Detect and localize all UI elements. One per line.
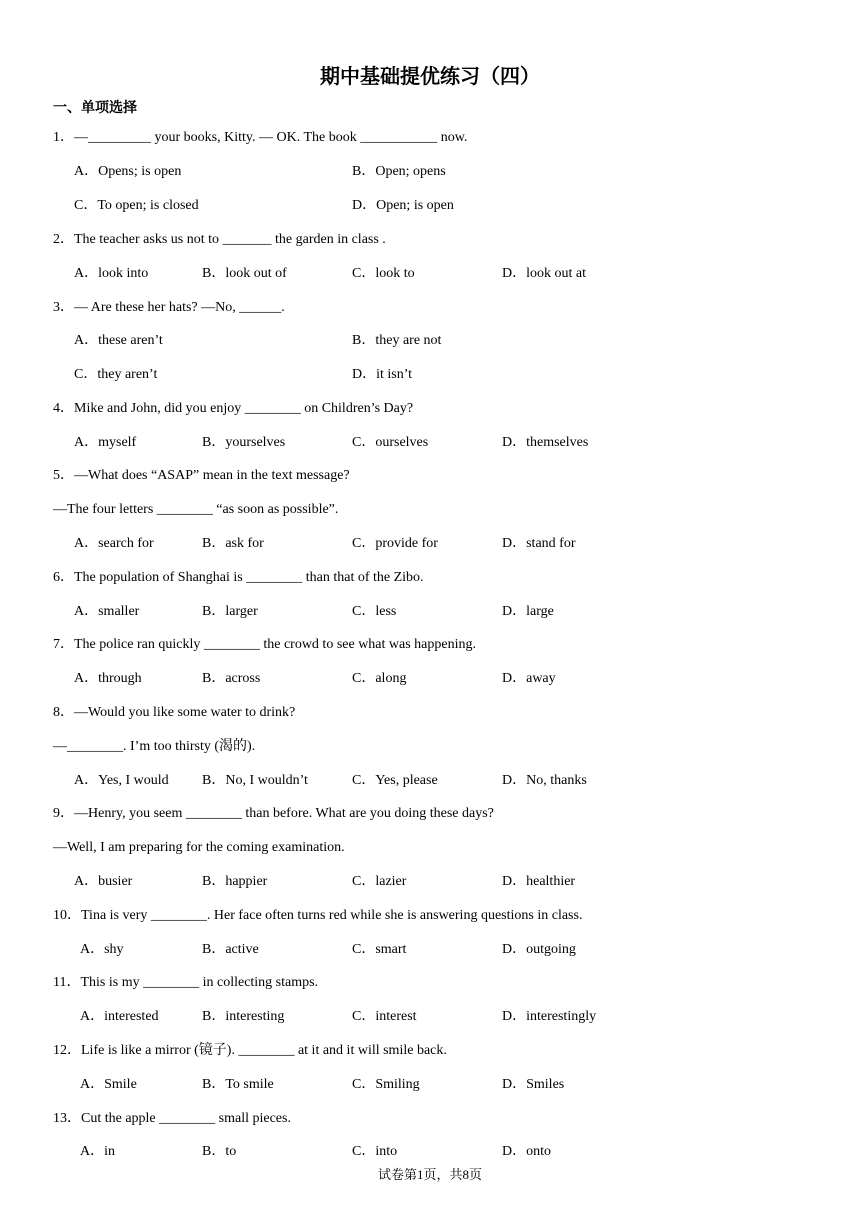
page-footer: 试卷第1页，共8页 [377, 1167, 482, 1182]
question-8-stem: 8．—Would you like some water to drink? [53, 705, 296, 720]
question-12-stem: 12．Life is like a mirror (镜子). ________ at it and it will smile back. [53, 1043, 447, 1058]
q7-option-b: B．across [202, 671, 261, 686]
question-11-stem: 11．This is my ________ in collecting stamps. [53, 975, 319, 990]
q6-option-d: D．large [502, 604, 554, 619]
page-title: 期中基础提优练习（四） [320, 64, 540, 88]
section-heading: 一、单项选择 [53, 100, 137, 116]
q4-option-c: C．ourselves [352, 435, 429, 450]
q9-option-c: C．lazier [352, 874, 407, 889]
q7-option-a: A．through [74, 671, 142, 686]
q12-option-c: C．Smiling [352, 1077, 420, 1092]
question-9-line-2: —Well, I am preparing for the coming examination. [53, 840, 345, 855]
q1-option-a: A．Opens; is open [74, 164, 182, 179]
q4-option-a: A．myself [74, 435, 137, 450]
q12-option-d: D．Smiles [502, 1077, 565, 1092]
q10-option-d: D．outgoing [502, 942, 576, 957]
q3-option-b: B．they are not [352, 333, 442, 348]
q11-option-b: B．interesting [202, 1009, 285, 1024]
question-6-stem: 6．The population of Shanghai is ________ than that of the Zibo. [53, 570, 424, 585]
q8-option-c: C．Yes, please [352, 773, 438, 788]
q4-option-d: D．themselves [502, 435, 589, 450]
question-13-stem: 13．Cut the apple ________ small pieces. [53, 1111, 291, 1126]
question-9-stem: 9．—Henry, you seem ________ than before. What are you doing these days? [53, 806, 494, 821]
q11-option-c: C．interest [352, 1009, 417, 1024]
q13-option-a: A．in [80, 1144, 115, 1159]
q8-option-b: B．No, I wouldn’t [202, 773, 308, 788]
q12-option-a: A．Smile [80, 1077, 137, 1092]
q7-option-d: D．away [502, 671, 556, 686]
question-3-stem: 3．— Are these her hats? —No, ______. [53, 300, 285, 315]
q11-option-d: D．interestingly [502, 1009, 597, 1024]
question-2-stem: 2．The teacher asks us not to _______ the garden in class . [53, 232, 386, 247]
q1-option-d: D．Open; is open [352, 198, 454, 213]
q11-option-a: A．interested [80, 1009, 159, 1024]
q1-option-c: C．To open; is closed [74, 198, 199, 213]
q6-option-b: B．larger [202, 604, 258, 619]
question-10-stem: 10．Tina is very ________. Her face often turns red while she is answering questions in class. [53, 908, 583, 923]
q13-option-d: D．onto [502, 1144, 551, 1159]
q3-option-c: C．they aren’t [74, 367, 158, 382]
q10-option-c: C．smart [352, 942, 407, 957]
question-5-line-2: —The four letters ________ “as soon as possible”. [53, 502, 339, 517]
question-1-stem: 1．—_________ your books, Kitty. — OK. The book ___________ now. [53, 130, 468, 145]
q9-option-a: A．busier [74, 874, 133, 889]
q9-option-d: D．healthier [502, 874, 576, 889]
q5-option-d: D．stand for [502, 536, 576, 551]
q2-option-c: C．look to [352, 266, 415, 281]
q8-option-d: D．No, thanks [502, 773, 587, 788]
q4-option-b: B．yourselves [202, 435, 286, 450]
q10-option-b: B．active [202, 942, 259, 957]
q5-option-b: B．ask for [202, 536, 264, 551]
q6-option-c: C．less [352, 604, 397, 619]
q2-option-a: A．look into [74, 266, 149, 281]
question-5-stem: 5．—What does “ASAP” mean in the text message? [53, 468, 350, 483]
q2-option-d: D．look out at [502, 266, 586, 281]
q5-option-a: A．search for [74, 536, 154, 551]
q5-option-c: C．provide for [352, 536, 438, 551]
q12-option-b: B．To smile [202, 1077, 274, 1092]
q1-option-b: B．Open; opens [352, 164, 446, 179]
q7-option-c: C．along [352, 671, 407, 686]
q8-option-a: A．Yes, I would [74, 773, 169, 788]
question-4-stem: 4．Mike and John, did you enjoy ________ on Children’s Day? [53, 401, 414, 416]
question-8-line-2: —________. I’m too thirsty (渴的). [53, 739, 256, 754]
q3-option-a: A．these aren’t [74, 333, 163, 348]
q2-option-b: B．look out of [202, 266, 287, 281]
q3-option-d: D．it isn’t [352, 367, 413, 382]
question-7-stem: 7．The police ran quickly ________ the crowd to see what was happening. [53, 637, 477, 652]
q9-option-b: B．happier [202, 874, 268, 889]
q10-option-a: A．shy [80, 942, 124, 957]
q13-option-c: C．into [352, 1144, 398, 1159]
q6-option-a: A．smaller [74, 604, 140, 619]
q13-option-b: B．to [202, 1144, 237, 1159]
